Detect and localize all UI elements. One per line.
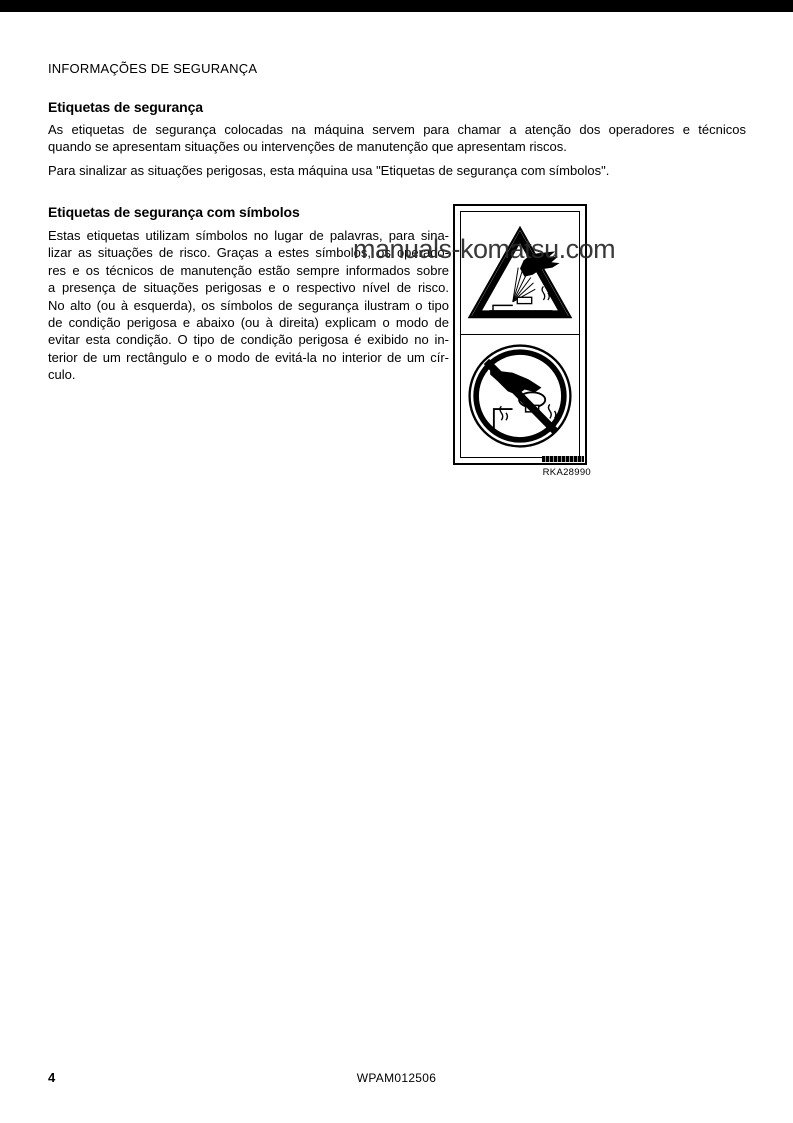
text-line: As etiquetas de segurança colocadas na máquina servem para chamar a atenção dos operadores e técnicos (48, 122, 746, 137)
text-line: quando se apresentam situações ou intervenções de manutenção que apresentam riscos. (48, 139, 567, 155)
text-line: a presença de situações perigosas e o respectivo nível de risco. (48, 280, 449, 296)
text-line: No alto (ou à esquerda), os símbolos de segurança ilustram o tipo (48, 297, 449, 313)
text-line: de condição perigosa e abaixo (ou à direita) explicam o modo de (48, 315, 449, 331)
running-header: INFORMAÇÕES DE SEGURANÇA (48, 61, 258, 76)
text-line: Para sinalizar as situações perigosas, esta máquina usa "Etiquetas de segurança com símbolos". (48, 163, 610, 178)
text-line: evitar esta condição. O tipo de condição perigosa é exibido no in- (48, 332, 449, 348)
hot-fluid-spray-warning-triangle-icon (461, 212, 579, 335)
text-line: lizar as situações de risco. Graças a estes símbolos, os operado- (48, 245, 449, 261)
page-number: 4 (48, 1070, 56, 1085)
label-micro-part-number-bar (542, 456, 584, 462)
text-line: terior de um rectângulo e o modo de evitá-la no interior de um cír- (48, 349, 449, 365)
section-title-simbolos: Etiquetas de segurança com símbolos (48, 204, 300, 220)
figure-reference-code: RKA28990 (542, 467, 591, 478)
text-line: Estas etiquetas utilizam símbolos no lugar de palavras, para sina- (48, 228, 449, 243)
manuals-komatsu-watermark: manuals-komatsu.com (353, 234, 616, 264)
section-title-etiquetas: Etiquetas de segurança (48, 99, 203, 115)
document-code: WPAM012506 (356, 1071, 437, 1085)
paragraph-sinalizar (48, 162, 746, 179)
text-line: res e os técnicos de manutenção estão sempre informados sobre (48, 262, 449, 278)
page-top-black-bar (0, 0, 793, 12)
text-line: culo. (48, 367, 76, 383)
paragraph-etiquetas-intro (48, 121, 746, 155)
do-not-touch-hot-cap-prohibition-icon (461, 335, 579, 458)
